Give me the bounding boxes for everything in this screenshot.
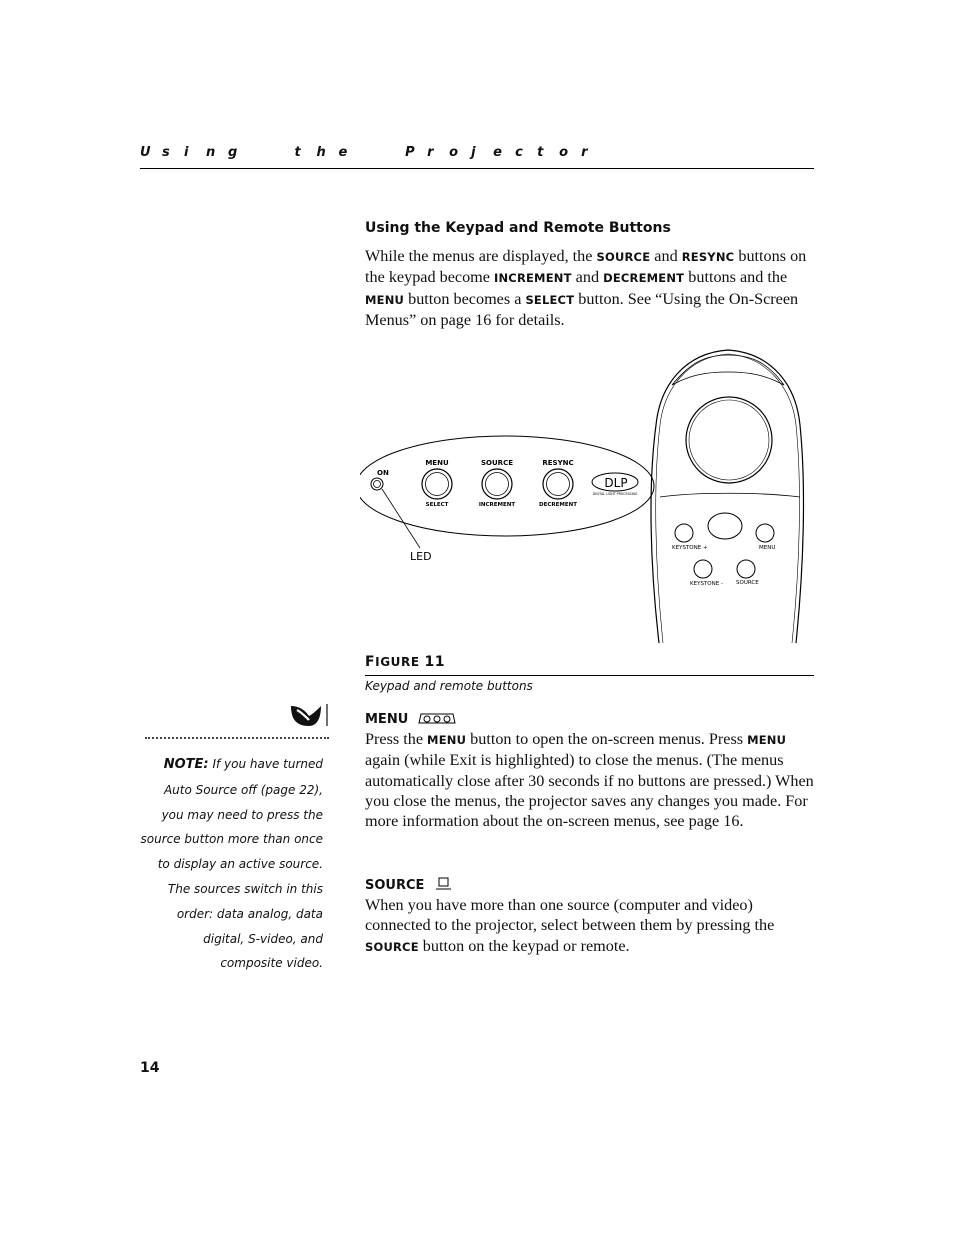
keypad-illustration (360, 436, 654, 563)
remote-center-button (708, 513, 742, 539)
figure-caption: Keypad and remote buttons (365, 679, 533, 693)
note-text (140, 752, 323, 976)
keypad-resync-button (543, 469, 573, 499)
intro-text: button becomes a (404, 289, 526, 308)
page-number: 14 (140, 1060, 160, 1076)
header-rule (140, 168, 814, 169)
remote-keystone-plus-label: KEYSTONE + (672, 545, 708, 551)
running-head-word: U s i n g (140, 145, 238, 160)
intro-text: buttons on the keypad become (365, 247, 807, 287)
remote-illustration (651, 350, 804, 643)
menu-heading (365, 711, 457, 727)
source-text: button on the keypad or remote. (418, 936, 630, 955)
on-label: ON (377, 469, 389, 477)
remote-keystone-plus-button (675, 524, 693, 542)
remote-keystone-minus-label: KEYSTONE - (690, 581, 723, 587)
intro-text: While the menus are displayed, the (365, 247, 597, 265)
keypad-increment-label: INCREMENT (478, 502, 516, 508)
intro-text: button. See “Using the On-Screen Menus” on page 16 for details. (365, 289, 799, 329)
menu-paragraph (365, 729, 817, 831)
running-head-word: P r o j e c t o r (405, 145, 588, 160)
key-resync: RESYNC (681, 250, 735, 264)
keypad-menu-button (422, 469, 452, 499)
menu-heading-text: MENU (365, 712, 409, 727)
note-icon (287, 702, 331, 730)
keypad-select-label: SELECT (425, 502, 449, 508)
section-title: Using the Keypad and Remote Buttons (365, 220, 671, 236)
figure-label-rest: IGURE (375, 655, 420, 669)
remote-keystone-minus-button (694, 560, 712, 578)
keypad-decrement-label: DECREMENT (539, 502, 577, 508)
menu-text: again (while Exit is highlighted) to close the menus. (The menus automatically close after 30 seconds if no buttons are pressed.) When you close the menus, the projector saves any changes you made. For more information about the on-screen menus, see page 16. (365, 751, 814, 831)
figure-number: 11 (424, 654, 446, 670)
remote-menu-button (756, 524, 774, 542)
key-menu: MENU (747, 733, 787, 747)
note-label: NOTE: (163, 757, 209, 772)
key-decrement: DECREMENT (603, 271, 685, 286)
dlp-subtitle: DIGITAL LIGHT PROCESSING (592, 492, 638, 496)
dlp-logo-text: DLP (604, 476, 628, 490)
figure-rule (365, 675, 814, 676)
intro-text: and (650, 247, 682, 265)
key-select: SELECT (525, 292, 575, 307)
figure-label (365, 654, 445, 670)
source-paragraph (365, 895, 817, 957)
keypad-source-label: SOURCE (481, 459, 513, 467)
intro-paragraph (365, 246, 817, 330)
running-head (140, 145, 820, 160)
source-text: When you have more than one source (computer and video) connected to the projector, select between them by pressing the (365, 896, 775, 935)
key-increment: INCREMENT (494, 271, 572, 286)
source-heading-text: SOURCE (365, 878, 425, 893)
dlp-logo (592, 473, 638, 496)
key-menu: MENU (365, 292, 405, 307)
running-head-word: t h e (294, 145, 348, 160)
keypad-resync-label: RESYNC (542, 459, 574, 467)
remote-menu-label: MENU (759, 545, 776, 551)
remote-source-button (737, 560, 755, 578)
intro-text: buttons and the (684, 268, 788, 287)
note-body: If you have turned Auto Source off (page 22), you may need to press the source button more than once to display an active source. The sources switch in this order: data analog, data digital, S-video, and composite video. (140, 757, 323, 971)
menu-buttons-icon (417, 711, 457, 725)
keypad-source-button (482, 469, 512, 499)
key-source: SOURCE (596, 250, 651, 264)
led-indicator (371, 478, 383, 490)
source-monitor-icon (435, 877, 453, 891)
led-leader-line (382, 489, 420, 548)
note-divider (145, 737, 329, 743)
remote-mouse-disk (686, 397, 772, 483)
menu-text: Press the (365, 730, 428, 748)
intro-text: and (571, 268, 604, 287)
remote-source-label: SOURCE (736, 580, 759, 586)
led-label: LED (410, 550, 432, 563)
key-source: SOURCE (365, 939, 419, 954)
key-menu: MENU (427, 733, 467, 747)
keypad-menu-label: MENU (425, 459, 449, 467)
menu-text: button to open the on-screen menus. Press (466, 730, 748, 748)
source-heading (365, 877, 453, 893)
figure-label-initial: F (365, 654, 376, 670)
keypad-remote-figure (360, 345, 820, 647)
